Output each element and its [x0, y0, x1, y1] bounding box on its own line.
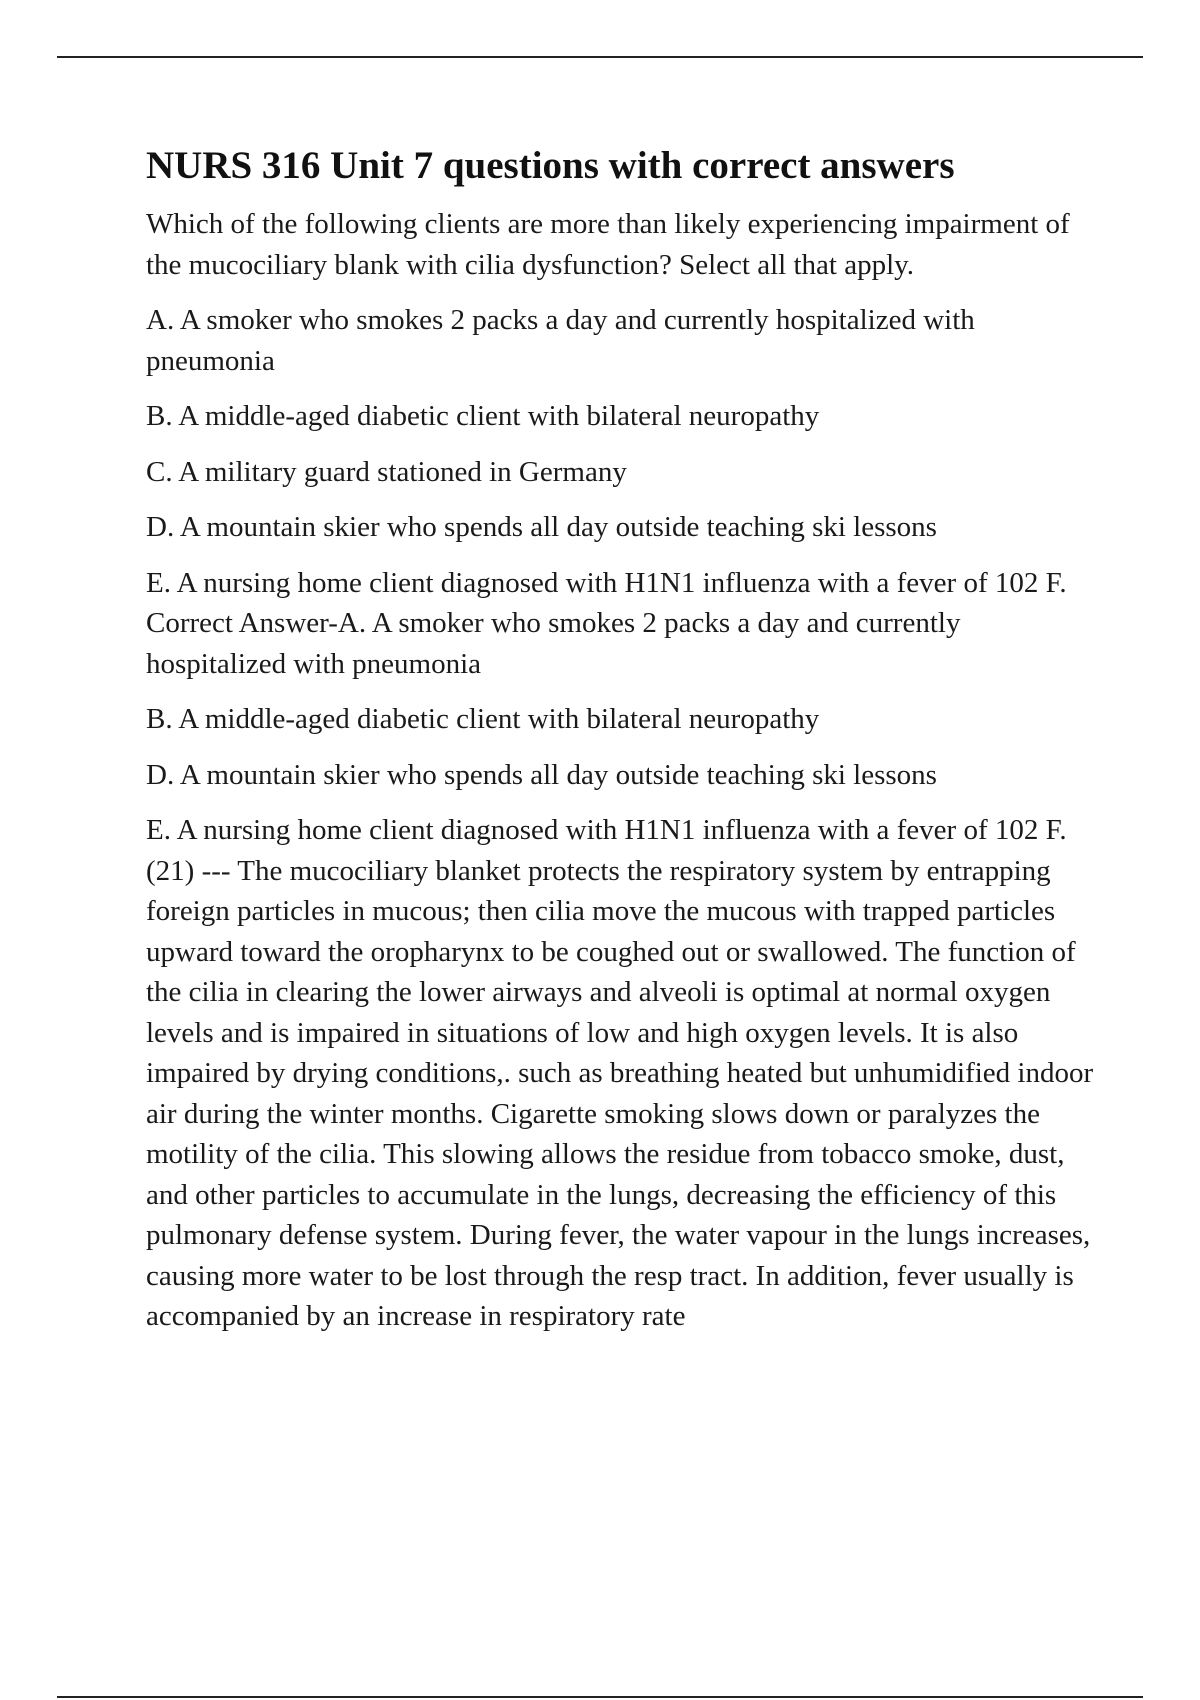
question-stem: Which of the following clients are more than likely experiencing impairment of the mucociliary blank with cilia dysfunction? Select all that apply.	[146, 208, 1070, 281]
option-c: C. A military guard stationed in Germany	[146, 455, 627, 488]
document-body	[146, 140, 1096, 1352]
top-divider	[57, 56, 1143, 58]
option-e-with-answer: E. A nursing home client diagnosed with H1N1 influenza with a fever of 102 F. Correct Answer-A. A smoker who smokes 2 packs a day and currently hospitalized with pneumonia	[146, 566, 1067, 680]
document-title: NURS 316 Unit 7 questions with correct answers	[146, 144, 955, 187]
answer-d: D. A mountain skier who spends all day outside teaching ski lessons	[146, 758, 937, 791]
option-b: B. A middle-aged diabetic client with bilateral neuropathy	[146, 400, 820, 432]
answer-b: B. A middle-aged diabetic client with bilateral neuropathy	[146, 703, 820, 735]
option-d: D. A mountain skier who spends all day outside teaching ski lessons	[146, 511, 937, 543]
answer-e-rationale: E. A nursing home client diagnosed with H1N1 influenza with a fever of 102 F. (21) --- The mucociliary blanket protects the respiratory system by entrapping foreign particles in mucous; then cilia move the mucous with trapped particles upward toward the oropharynx to be coughed out or swallowed. The function of the cilia in clearing the lower airways and alveoli is optimal at normal oxygen levels and is impaired in situations of low and high oxygen levels. It is also impaired by drying conditions,. such as breathing heated but unhumidified indoor air during the winter months. Cigarette smoking slows down or paralyzes the motility of the cilia. This slowing allows the residue from tobacco smoke, dust, and other particles to accumulate in the lungs, decreasing the efficiency of this pulmonary defense system. During fever, the water vapour in the lungs increases, causing more water to be lost through the resp tract. In addition, fever usually is accompanied by an increase in respiratory rate	[146, 814, 1094, 1332]
bottom-divider	[57, 1696, 1143, 1698]
option-a: A. A smoker who smokes 2 packs a day and currently hospitalized with pneumonia	[146, 304, 975, 377]
